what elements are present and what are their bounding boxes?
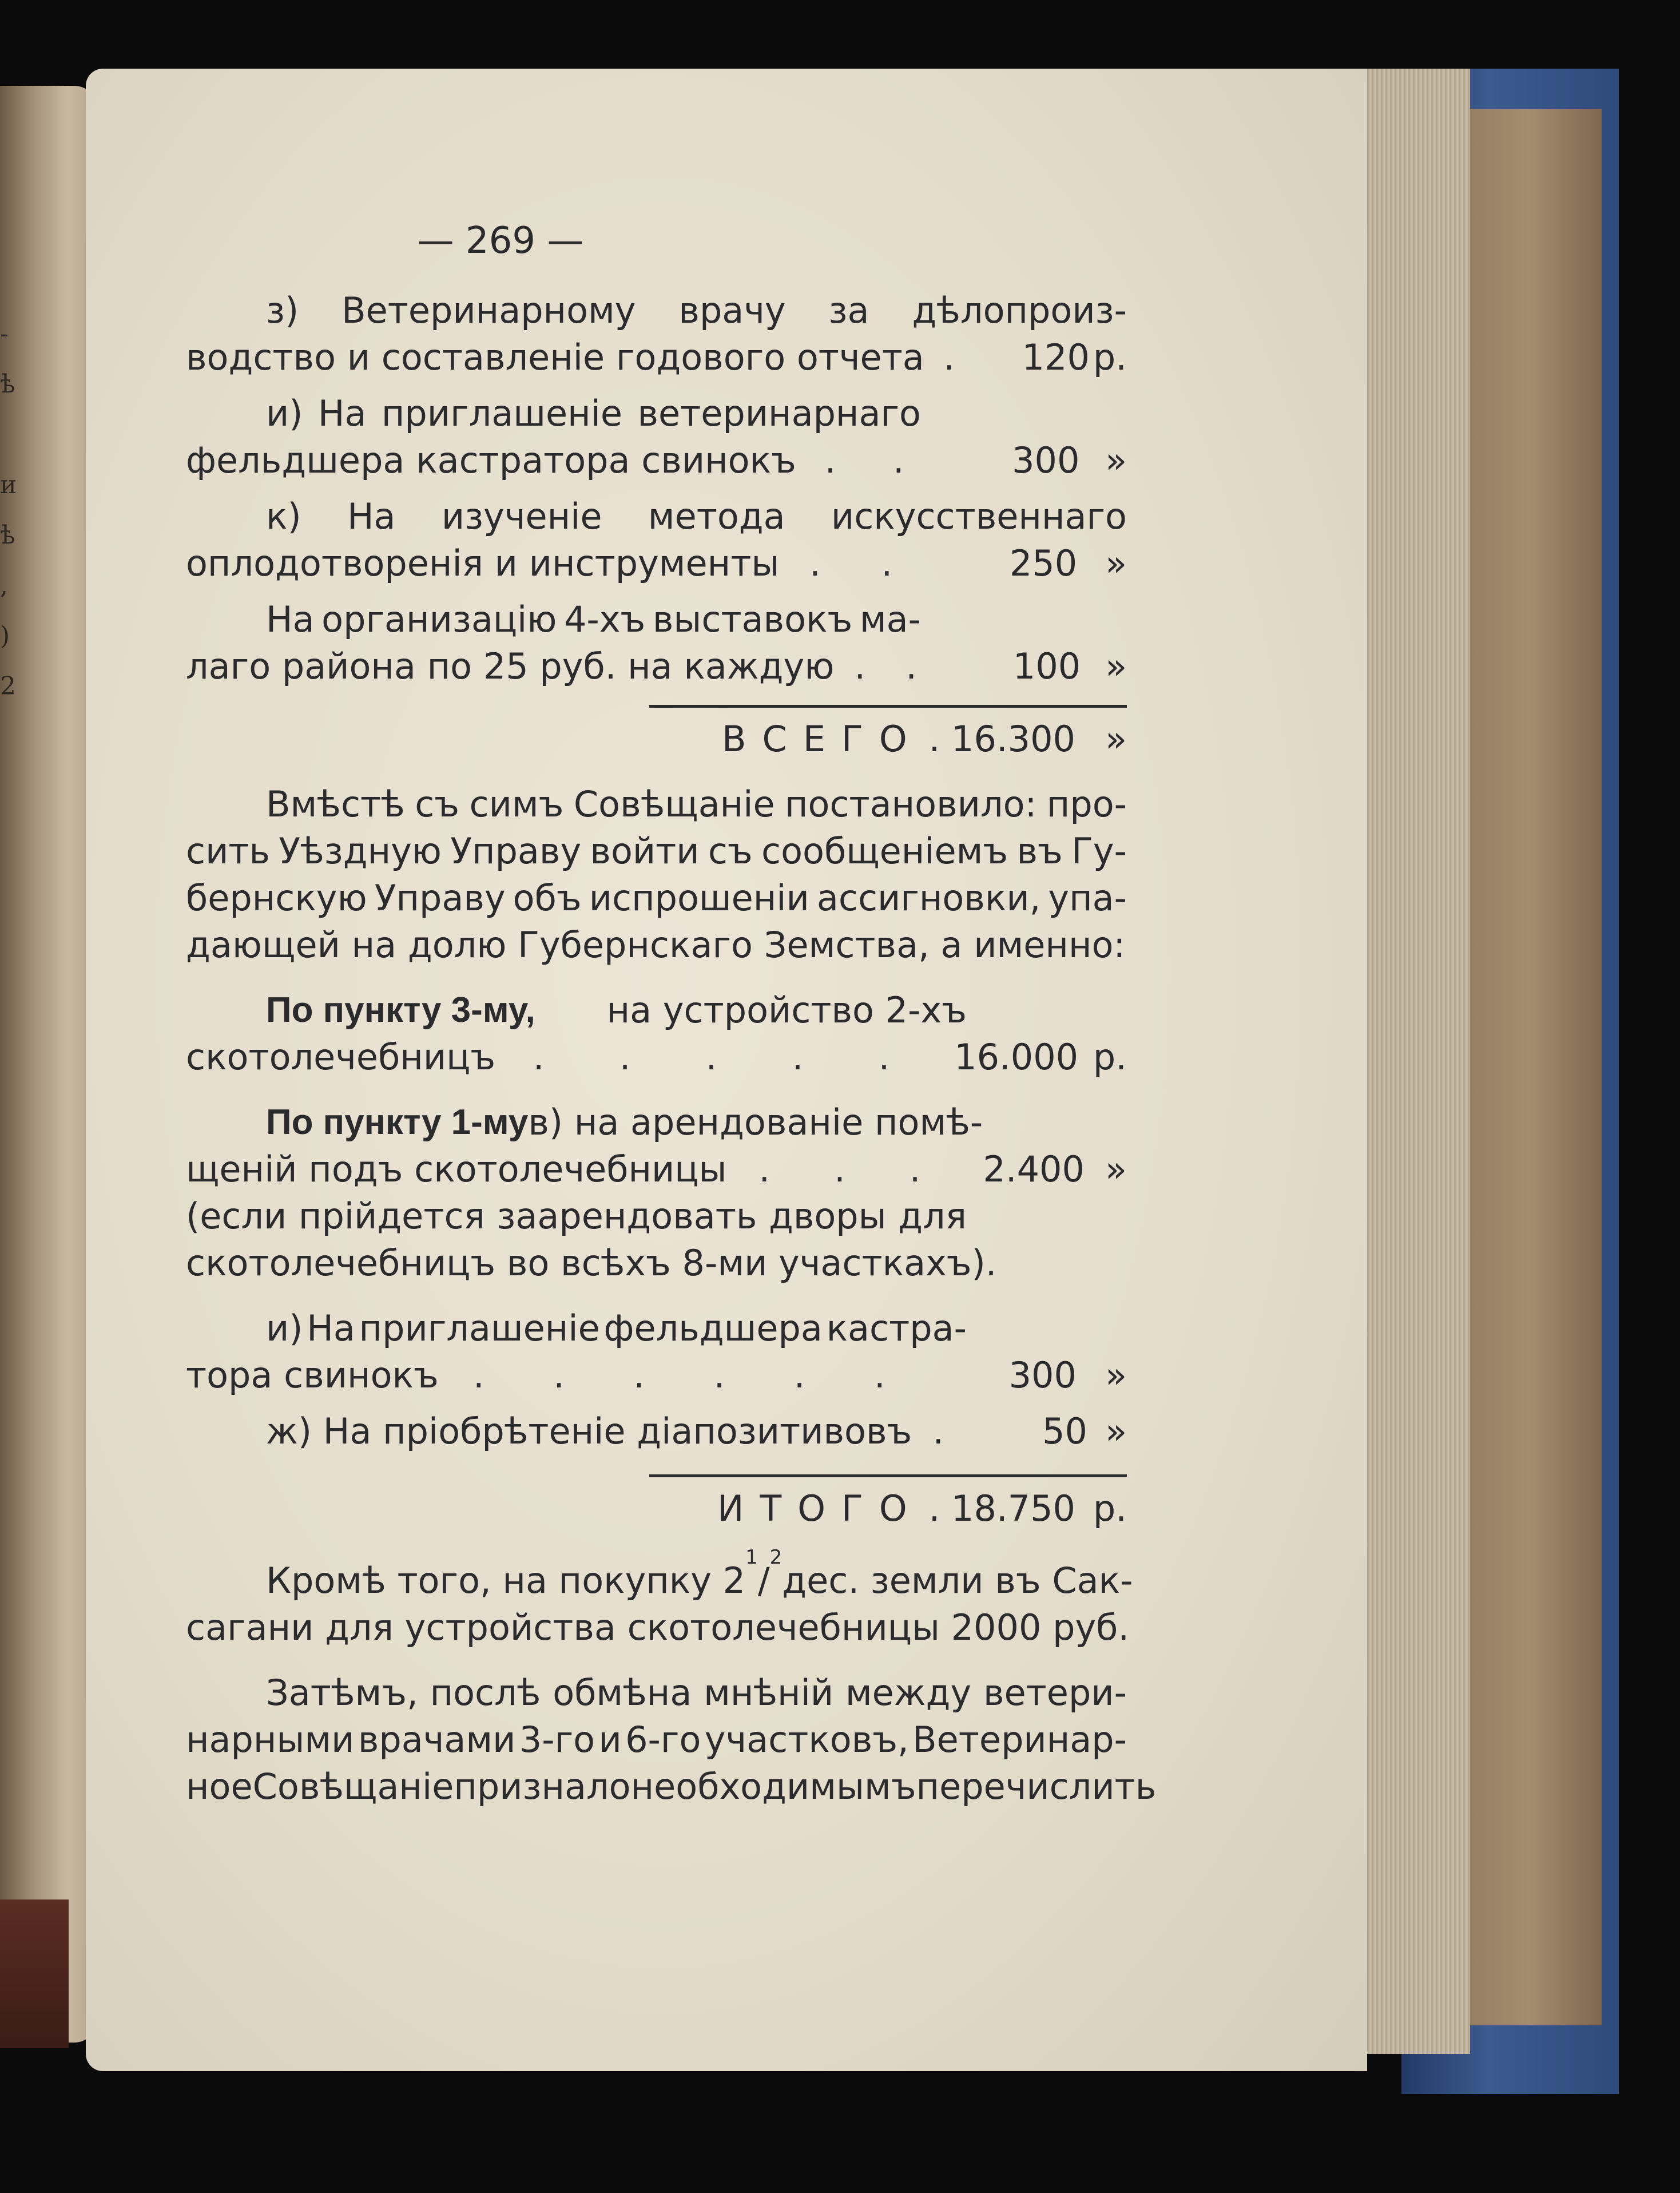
item-line: и) На приглашеніе фельдшера кастра- (266, 1307, 967, 1349)
text-fragment: дес. земли въ Сак- (782, 1560, 1133, 1601)
paragraph-transfer (186, 1669, 1157, 1810)
sum-rule (649, 1474, 1127, 1477)
item-unit: » (1105, 1410, 1127, 1452)
total-vsego (186, 716, 1127, 763)
item-text: фельдшера кастратора свинокъ (186, 439, 796, 481)
item-unit: » (1105, 645, 1127, 687)
leader-dots: . . . . . . (472, 1354, 885, 1396)
total-label: ВСЕГО (722, 718, 923, 760)
item-text: водство и составленіе годового отчета (186, 336, 924, 378)
paragraph-resolution (186, 781, 1127, 969)
margin-char: и (0, 470, 17, 499)
total-unit: р. (1093, 1488, 1127, 1529)
item-amount: 100 (1012, 645, 1081, 687)
point-unit: р. (1093, 1036, 1127, 1078)
page-number: — 269 — (417, 220, 584, 262)
margin-char: - (0, 319, 9, 348)
text-line: скотолечебницъ во всѣхъ 8-ми участкахъ). (186, 1242, 997, 1284)
margin-char: ѣ (0, 521, 15, 550)
item-line: и) На приглашеніе ветеринарнаго (266, 392, 921, 434)
point-heading: По пункту 3-му, (266, 990, 535, 1030)
text-fragment: Кромѣ того, на покупку 2 (266, 1560, 746, 1601)
point-amount: 2.400 (983, 1148, 1085, 1190)
point-item-text: щеній подъ скотолечебницы (186, 1148, 727, 1190)
total-unit: » (1105, 718, 1127, 760)
item-text: ж) На пріобрѣтеніе діапозитивовъ (266, 1410, 912, 1452)
text-line: ное Совѣщаніе признало необходимымъ перечислить (186, 1766, 1157, 1807)
item-amount-row (186, 1352, 1127, 1399)
text-line: сить Уѣздную Управу войти съ сообщеніемъ въ Гу- (186, 830, 1127, 872)
item-unit: » (1105, 1354, 1127, 1396)
total-amount: . 18.750 (928, 1488, 1075, 1529)
paragraph-land (186, 1546, 1133, 1651)
item-amount: 300 (1008, 1354, 1077, 1396)
text-line: нарными врачами 3-го и 6-го участковъ, Ветеринар- (186, 1719, 1127, 1760)
margin-char: ) (0, 621, 10, 651)
leader-dots: . . . . . (533, 1036, 890, 1078)
text-line: Затѣмъ, послѣ обмѣна мнѣній между ветери- (266, 1672, 1127, 1714)
point-amount: 16.000 (954, 1036, 1079, 1078)
text-line: бернскую Управу объ испрошеніи ассигновки, упа- (186, 877, 1127, 919)
total-amount: . 16.300 (928, 718, 1075, 760)
text-line: дающей на долю Губернскаго Земства, а именно: (186, 924, 1126, 966)
total-label: ИТОГО (717, 1488, 923, 1529)
margin-char: , (0, 571, 8, 600)
item-amount: 300 (1012, 439, 1080, 481)
leader-dots: . (943, 336, 955, 378)
item-unit: » (1105, 542, 1127, 584)
item-amount-row (186, 643, 1127, 690)
total-itogo (186, 1485, 1127, 1532)
leader-dots: . (932, 1410, 944, 1452)
sum-rule (649, 705, 1127, 708)
item-amount-row (186, 334, 1127, 381)
item-amount: 120 (1022, 336, 1090, 378)
point-item-text: скотолечебницъ (186, 1036, 496, 1078)
fraction-denominator: 2 (769, 1546, 783, 1569)
point-1 (186, 1099, 1127, 1287)
book-page (86, 69, 1367, 2071)
point-amount-row (186, 1146, 1127, 1193)
margin-char: ѣ (0, 370, 15, 399)
point-heading: По пункту 1-му (266, 1103, 529, 1142)
item-amount-row (186, 540, 1127, 587)
item-text: оплодотворенія и инструменты (186, 542, 780, 584)
item-line: На организацію 4-хъ выставокъ ма- (266, 598, 921, 640)
text-line: Кромѣ того, на покупку 2 1 / 2 дес. земли въ Сак- (186, 1557, 1127, 1604)
item-amount: 250 (1009, 542, 1078, 584)
item-amount-row (186, 1408, 1127, 1455)
budget-item-z (186, 287, 1127, 381)
point-text: на устройство 2-хъ (606, 989, 967, 1031)
leader-dots: . . . (758, 1148, 921, 1190)
point-unit: » (1105, 1148, 1127, 1190)
budget-item-exhibitions (186, 596, 1127, 690)
item-unit: » (1105, 439, 1127, 481)
point-text: в) на арендованіе помѣ- (528, 1101, 983, 1143)
budget-item-i (186, 390, 1127, 484)
text-line: сагани для устройства скотолечебницы 2000 руб. (186, 1607, 1130, 1648)
leader-dots: . . (809, 542, 893, 584)
margin-char: 2 (0, 672, 16, 701)
point-amount-row (186, 1034, 1127, 1081)
point-line (186, 987, 1127, 1034)
item-text: лаго района по 25 руб. на каждую (186, 645, 835, 687)
fraction-numerator: 1 (745, 1546, 758, 1569)
budget-item-i2 (186, 1305, 1127, 1399)
item-unit: р. (1093, 336, 1127, 378)
leader-dots: . . (854, 645, 917, 687)
budget-item-zh (186, 1408, 1127, 1455)
leader-dots: . . (824, 439, 904, 481)
point-line (186, 1099, 1127, 1146)
item-text: тора свинокъ (186, 1354, 439, 1396)
text-line: (если прійдется заарендовать дворы для (186, 1195, 967, 1237)
left-page-edge (0, 1899, 69, 2048)
left-margin-fragments (0, 309, 23, 712)
item-line: к) На изученіе метода искусственнаго (266, 495, 1127, 537)
point-3 (186, 987, 1127, 1081)
page-content (186, 217, 1157, 1810)
item-amount-row (186, 437, 1127, 484)
item-amount: 50 (1042, 1410, 1087, 1452)
budget-item-k (186, 493, 1127, 587)
item-line: з) Ветеринарному врачу за дѣлопроиз- (266, 290, 1127, 331)
text-line: Вмѣстѣ съ симъ Совѣщаніе постановило: про- (266, 783, 1127, 825)
